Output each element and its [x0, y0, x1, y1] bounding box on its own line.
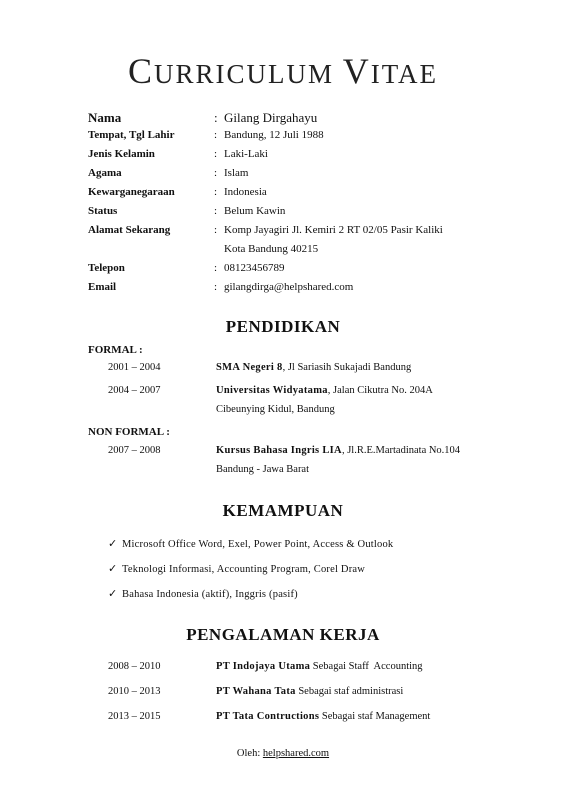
formal-label: FORMAL : [88, 344, 143, 356]
job-role: Sebagai staf administrasi [295, 686, 404, 697]
education-row [108, 381, 508, 419]
skill-item [108, 537, 393, 550]
info-row-agama [88, 167, 488, 186]
info-colon: : [214, 224, 218, 236]
info-label: Nama [88, 110, 122, 125]
skill-text: Bahasa Indonesia (aktif), Inggris (pasif) [122, 589, 298, 600]
info-row-status [88, 205, 488, 224]
school-detail: , Jalan Cikutra No. 204A [327, 385, 433, 396]
footer-prefix: Oleh: [236, 748, 263, 759]
checkmark-icon: ✓ [108, 587, 118, 600]
info-value: Islam [224, 167, 249, 179]
education-row [108, 441, 508, 479]
school-detail: , Jl Sariasih Sukajadi Bandung [282, 362, 412, 373]
checkmark-icon: ✓ [108, 537, 118, 550]
info-colon: : [214, 148, 218, 160]
school-detail-line2: Cibeunying Kidul, Bandung [216, 404, 335, 415]
job-desc [216, 661, 423, 672]
info-value: 08123456789 [224, 262, 285, 274]
education-desc [216, 441, 508, 479]
education-years: 2001 – 2004 [108, 362, 161, 373]
document-title [0, 50, 566, 92]
section-heading-pendidikan: PENDIDIKAN [225, 317, 341, 336]
info-value: Laki-Laki [224, 148, 268, 160]
job-years: 2008 – 2010 [108, 661, 161, 672]
school-detail: , Jl.R.E.Martadinata No.104 [341, 445, 461, 456]
info-colon: : [214, 281, 218, 293]
info-label: Status [88, 205, 118, 217]
skill-item [108, 587, 298, 600]
info-colon: : [214, 129, 218, 141]
title-initial-c: C [127, 51, 154, 91]
info-label: Jenis Kelamin [88, 148, 155, 160]
info-row-tempat-lahir [88, 129, 488, 148]
title-word-2: ITAE [370, 59, 439, 89]
info-colon: : [214, 167, 218, 179]
job-desc [216, 686, 403, 697]
job-years: 2013 – 2015 [108, 711, 161, 722]
school-name: SMA Negeri 8 [216, 362, 283, 373]
job-row [108, 711, 508, 722]
job-role: Sebagai staf Management [319, 711, 431, 722]
info-value: gilangdirga@helpshared.com [224, 281, 354, 293]
footer-link[interactable]: helpshared.com [262, 748, 330, 759]
title-initial-v: V [342, 51, 371, 91]
job-years: 2010 – 2013 [108, 686, 161, 697]
school-detail-line2: Bandung - Jawa Barat [216, 464, 310, 475]
info-label: Alamat Sekarang [88, 224, 171, 236]
company-name: PT Wahana Tata [216, 686, 296, 697]
info-colon: : [214, 186, 218, 198]
info-colon: : [214, 110, 218, 125]
section-heading-kemampuan: KEMAMPUAN [222, 501, 344, 520]
info-value: Belum Kawin [224, 205, 286, 217]
company-name: PT Tata Contructions [216, 711, 320, 722]
skill-text: Microsoft Office Word, Exel, Power Point, Access & Outlook [122, 539, 394, 550]
checkmark-icon: ✓ [108, 562, 118, 575]
info-row-nama [88, 110, 488, 129]
education-desc [216, 358, 508, 377]
education-row [108, 358, 508, 377]
title-word-1: URRICULUM [153, 59, 334, 89]
info-value: Gilang Dirgahayu [224, 110, 318, 125]
info-row-jenis-kelamin [88, 148, 488, 167]
info-colon: : [214, 262, 218, 274]
skill-text: Teknologi Informasi, Accounting Program, Corel Draw [122, 564, 366, 575]
info-label: Kewarganegaraan [88, 186, 175, 198]
education-years: 2004 – 2007 [108, 385, 161, 396]
footer-credit [0, 748, 566, 759]
school-name: Kursus Bahasa Ingris LIA [216, 445, 342, 456]
info-row-kewarganegaraan [88, 186, 488, 205]
info-value: Bandung, 12 Juli 1988 [224, 129, 324, 141]
info-row-alamat-cont [88, 243, 488, 262]
section-heading-pengalaman-kerja: PENGALAMAN KERJA [186, 625, 380, 644]
education-years: 2007 – 2008 [108, 445, 161, 456]
info-row-telepon [88, 262, 488, 281]
company-name: PT Indojaya Utama [216, 661, 311, 672]
info-label: Email [88, 281, 117, 293]
personal-info [88, 110, 488, 300]
job-role: Sebagai Staff Accounting [310, 661, 423, 672]
job-row [108, 661, 508, 672]
info-label: Tempat, Tgl Lahir [88, 129, 175, 141]
info-value: Indonesia [224, 186, 267, 198]
job-desc [216, 711, 430, 722]
info-value: Kota Bandung 40215 [224, 243, 319, 255]
info-row-alamat [88, 224, 488, 243]
school-name: Universitas Widyatama [216, 385, 328, 396]
nonformal-label: NON FORMAL : [88, 426, 170, 438]
job-row [108, 686, 508, 697]
info-row-email [88, 281, 488, 300]
education-desc [216, 381, 508, 419]
info-colon: : [214, 205, 218, 217]
info-label: Agama [88, 167, 122, 179]
skill-item [108, 562, 365, 575]
info-label: Telepon [88, 262, 125, 274]
info-value: Komp Jayagiri Jl. Kemiri 2 RT 02/05 Pasir Kaliki [224, 224, 443, 236]
